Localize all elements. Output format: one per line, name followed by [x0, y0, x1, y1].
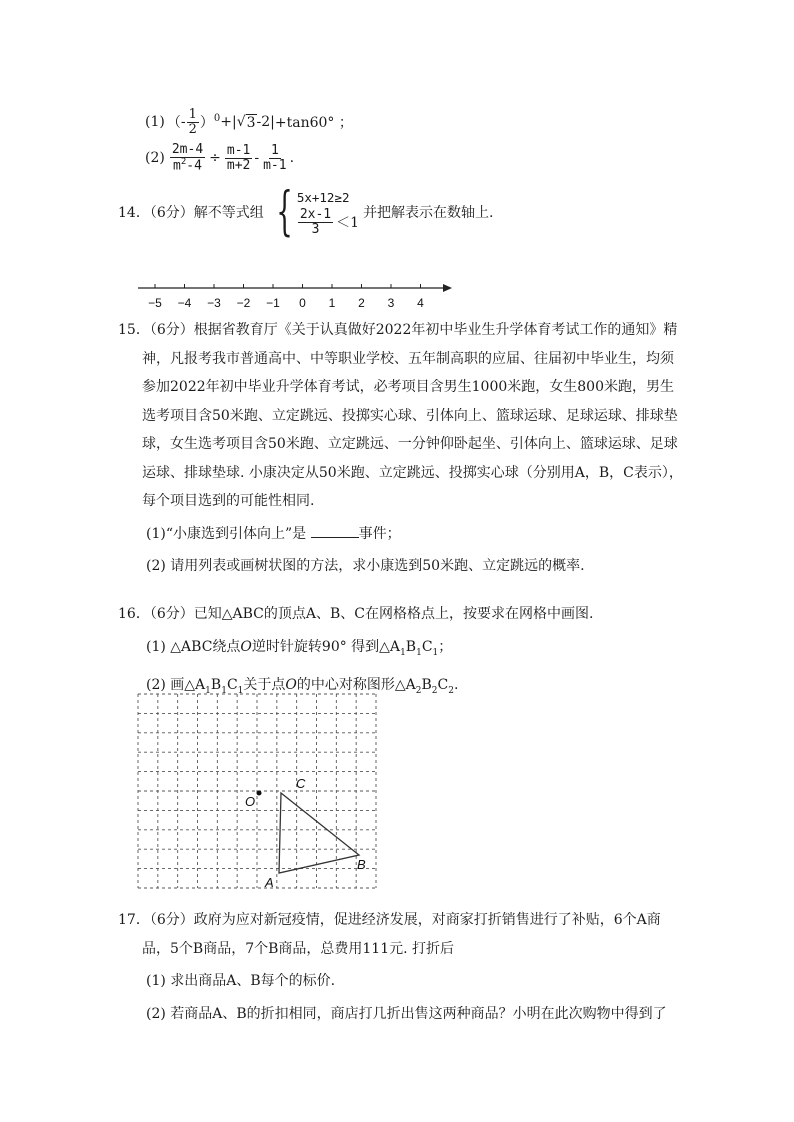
- q13-p1-abs-close: -2|: [256, 114, 275, 130]
- q16-s2-sub3: 1: [237, 685, 244, 696]
- q15-s1-text: (1)“小康选到引体向上”是: [146, 525, 311, 542]
- q16-s2-a: (2) 画△A: [146, 676, 206, 693]
- q14-ineq2-fraction: [298, 208, 333, 236]
- q16-s2-e: 的中心对称图形△A: [296, 676, 416, 693]
- q13-p1-fraction: [187, 108, 199, 136]
- number-line-label: 4: [417, 296, 424, 310]
- label-c: C: [296, 776, 306, 791]
- q16-s1-e: ；: [438, 638, 453, 655]
- q15-line-2: 神，凡报考我市普通高中、中等职业学校、五年制高职的应届、往届初中毕业生，均须: [142, 350, 674, 367]
- grid-figure: [136, 692, 382, 894]
- number-line-label: −2: [236, 296, 251, 310]
- q13-p1-minus: -: [180, 114, 186, 130]
- q13-p1-tail: +tan60° ；: [274, 115, 353, 131]
- q16-s2-o: O: [285, 676, 297, 693]
- number-line-label: −5: [148, 296, 162, 310]
- q15-line-7: 每个项目选到的可能性相同.: [142, 493, 315, 509]
- label-b: B: [357, 857, 366, 872]
- q14-inequality-1: 5x+12≥2: [296, 189, 350, 205]
- q13-p1-number: (1): [145, 114, 165, 130]
- q15-sub-1: [118, 520, 688, 549]
- q16-sub-1: [118, 633, 688, 667]
- q16-s1-sub2: 1: [416, 647, 422, 658]
- number-line-label: 3: [387, 296, 395, 310]
- q16-s1-d: C: [421, 638, 433, 655]
- q13-p2-f3-num: 1: [270, 142, 279, 158]
- q13-p2-f3-den: m-1: [263, 157, 287, 173]
- q14-question: [118, 182, 494, 242]
- q13-p2-f1-den: [171, 158, 204, 173]
- q13-p2-f1-den-exp: 2: [180, 156, 187, 167]
- number-line-label: −1: [266, 296, 280, 310]
- q14-system: [297, 188, 359, 236]
- q13-p2-fraction-3: [261, 144, 288, 172]
- number-line-label: −3: [207, 296, 221, 310]
- q16-s1-sub3: 1: [432, 647, 439, 658]
- q17-sub-1: (1) 求出商品A、B每个的标价.: [146, 973, 336, 989]
- q13-p1-exponent: 0: [213, 112, 221, 124]
- number-line-label: −4: [177, 296, 192, 310]
- brace-icon: {: [276, 182, 293, 242]
- q16-s2-b: B: [210, 676, 222, 693]
- q13-p2-f1-den-tail: -4: [186, 158, 202, 174]
- q13-p2-number: (2): [145, 150, 165, 166]
- q16-s2-sub1: 1: [205, 685, 211, 696]
- q13-p2-fraction-1: [170, 143, 205, 173]
- q16-s2-sub2: 1: [221, 685, 227, 696]
- q13-p2-end: .: [289, 150, 295, 166]
- q16-s2-sub5: 2: [431, 685, 438, 696]
- q16-s2-f: B: [421, 676, 432, 693]
- q13-p2-minus: -: [254, 150, 260, 166]
- q16-s1-o: O: [240, 638, 252, 655]
- point-o: [257, 791, 262, 796]
- q15-s1-suffix: 事件；: [358, 525, 401, 542]
- q13-p1-abs-open: +|: [220, 114, 237, 130]
- q13-p1-frac-den: 2: [188, 121, 197, 137]
- q15-line-6: 运球、排球垫球. 小康决定从50米跑、立定跳远、投掷实心球（分别用A，B，C表示），: [142, 464, 683, 481]
- q13-p1-frac-num: 1: [188, 106, 197, 122]
- q14-suffix: 并把解表示在数轴上.: [363, 205, 494, 221]
- divide-icon: ÷: [209, 150, 221, 166]
- q15-sub-2: (2) 请用列表或画树状图的方法，求小康选到50米跑、立定跳远的概率.: [146, 558, 585, 574]
- q13-p2-f1-den-base: m: [173, 158, 181, 174]
- q13-part2: [145, 140, 294, 176]
- sqrt-icon: √: [236, 114, 246, 130]
- number-line-label: 1: [328, 296, 336, 310]
- q16-s1-sub1: 1: [400, 647, 406, 658]
- triangle-abc: [279, 793, 359, 873]
- q16-s2-g: C: [437, 676, 449, 693]
- q13-p1-radicand: 3: [246, 114, 256, 131]
- q17-sub-2: (2) 若商品A、B的折扣相同，商店打几折出售这两种商品？小明在此次购物中得到了: [146, 1005, 667, 1022]
- q15-line-5: 球，女生选考项目含50米跑、立定跳远、一分钟仰卧起坐、引体向上、篮球运球、足球: [142, 436, 678, 452]
- q16-s1-b: 逆时针旋转90° 得到△A: [251, 638, 401, 655]
- q15-line-3: 参加2022年初中毕业升学体育考试，必考项目含男生1000米跑，女生800米跑，男生: [142, 379, 674, 395]
- q15-line-1: 15．（6分）根据省教育厅《关于认真做好2022年初中毕业生升学体育考试工作的通知》精: [118, 322, 678, 338]
- q16-s2-sub4: 2: [415, 685, 422, 696]
- q16-s1-a: (1) △ABC绕点: [146, 638, 241, 655]
- q13-p2-f1-num: 2m-4: [171, 142, 204, 158]
- q15-line-4: 选考项目含50米跑、立定跳远、投掷实心球、引体向上、篮球运球、足球运球、排球垫: [142, 407, 678, 424]
- q16-s2-d: 关于点: [243, 676, 286, 693]
- q17-line-2: 品，5个B商品，7个B商品，总费用111元. 打折后: [142, 940, 455, 957]
- q17-question: [118, 906, 688, 1028]
- q13-p1-close-paren: ）: [199, 115, 214, 131]
- label-o: O: [245, 794, 256, 809]
- q13-p1-open-paren: （: [166, 115, 181, 131]
- q16-question: [118, 600, 688, 705]
- q14-ineq2-rel: ＜1: [336, 215, 360, 231]
- q16-s2-c: C: [226, 676, 238, 693]
- q16-s2-sub6: 2: [448, 685, 454, 696]
- q14-ineq2-num: 2x-1: [299, 206, 332, 222]
- number-line-label: 0: [299, 296, 306, 310]
- q13-part1: [145, 106, 353, 138]
- answer-blank[interactable]: [311, 525, 359, 538]
- q13-p2-f2-num: m-1: [226, 142, 251, 158]
- q13-p2-f2-den: m+2: [226, 157, 251, 173]
- arrow-icon: [443, 284, 452, 292]
- q17-line-1: 17．（6分）政府为应对新冠疫情，促进经济发展，对商家打折销售进行了补贴，6个A商: [118, 912, 661, 928]
- q16-line-1: 16．（6分）已知△ABC的顶点A、B、C在网格格点上，按要求在网格中画图.: [118, 606, 594, 622]
- label-a: A: [265, 875, 274, 890]
- number-line: [130, 274, 460, 314]
- q15-question: [118, 316, 688, 581]
- number-line-label: 2: [358, 296, 365, 310]
- q14-prefix: 14．（6分）解不等式组: [118, 205, 264, 221]
- q14-ineq2-den: 3: [311, 221, 320, 237]
- q14-inequality-2: [297, 208, 359, 236]
- q13-p2-fraction-2: [225, 144, 252, 172]
- q16-s2-h: .: [453, 676, 459, 693]
- q16-s1-c: B: [405, 638, 417, 655]
